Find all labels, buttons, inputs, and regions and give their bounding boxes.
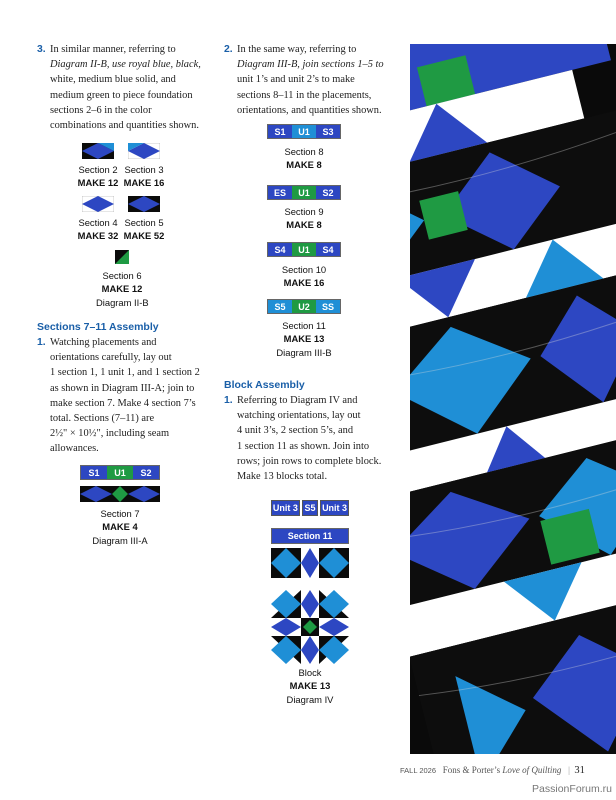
text-line: rows; join rows to complete block.	[237, 455, 382, 467]
section-5-caption: Section 5 MAKE 52	[123, 217, 165, 242]
text-line: allowances.	[50, 443, 99, 455]
text-line: 2½" × 10½", including seam	[50, 428, 170, 440]
section-7-label-bar	[80, 465, 160, 480]
label: U1	[292, 125, 316, 138]
unit-3-label: Unit 3	[320, 500, 349, 516]
text-line: In similar manner, referring to	[50, 44, 176, 55]
section-4-caption: Section 4 MAKE 32	[77, 217, 119, 242]
text-line: as shown in Diagram III-A; join to	[50, 382, 195, 394]
text-line: unit 1’s and unit 2’s to make	[237, 74, 355, 86]
block-row3-swatch	[271, 548, 349, 578]
section-6-caption: Section 6 MAKE 12 Diagram II-B	[96, 270, 149, 308]
s2-label: S2	[133, 466, 159, 479]
section-7-swatch	[80, 486, 160, 502]
sections-7-11-heading: Sections 7–11 Assembly	[37, 321, 159, 333]
label: S2	[316, 186, 340, 199]
section-10-caption: Section 10 MAKE 16	[281, 264, 327, 289]
section-11-label-bar	[267, 299, 341, 314]
label: S1	[268, 125, 292, 138]
step-number: 2.	[224, 44, 233, 55]
unit-3-label: Unit 3	[271, 500, 300, 516]
issue-date: FALL 2026	[400, 766, 437, 775]
label: SS	[316, 300, 340, 313]
text-line: Referring to Diagram IV and	[237, 395, 358, 406]
step-number: 1.	[37, 337, 46, 348]
text-line: medium green to piece foundation	[50, 89, 193, 101]
block-row1-labels	[271, 500, 349, 516]
label: S3	[316, 125, 340, 138]
text-line: Make 13 blocks total.	[237, 471, 328, 483]
s1-label: S1	[81, 466, 107, 479]
section-3-swatch	[128, 143, 160, 159]
section-5-swatch	[128, 196, 160, 212]
text-line: Diagram II-B, use royal blue, black,	[50, 59, 201, 71]
publication-title: Love of Quilting	[502, 765, 562, 775]
label: S4	[268, 243, 292, 256]
watermark: PassionForum.ru	[532, 783, 612, 795]
text-line: sections 2–6 in the color	[50, 104, 152, 116]
text-line: In the same way, referring to	[237, 44, 357, 55]
section-4-swatch	[82, 196, 114, 212]
label: S5	[268, 300, 292, 313]
section-8-label-bar	[267, 124, 341, 139]
section-11-caption: Section 11 MAKE 13 Diagram III-B	[276, 320, 332, 358]
text-line: white, medium blue solid, and	[50, 74, 176, 86]
text-line: 1 section 11 as shown. Join into	[237, 440, 370, 452]
text-line: orientations carefully, lay out	[50, 352, 172, 364]
section-9-caption: Section 9 MAKE 8	[284, 206, 324, 231]
page-number: 31	[574, 765, 585, 776]
section-7-caption: Section 7 MAKE 4 Diagram III-A	[92, 508, 148, 546]
text-line: total. Sections (7–11) are	[50, 413, 155, 425]
block-caption: Block MAKE 13 Diagram IV	[286, 667, 334, 705]
step-number: 3.	[37, 44, 46, 55]
text-line: Watching placements and	[50, 337, 157, 348]
section-8-caption: Section 8 MAKE 8	[284, 146, 324, 171]
text-line: Diagram III-B, join sections 1–5 to	[237, 59, 384, 71]
step-number: 1.	[224, 395, 233, 406]
block-swatch	[271, 590, 349, 664]
section-2-caption: Section 2 MAKE 12	[77, 164, 119, 189]
s5-label: S5	[302, 500, 318, 516]
label: ES	[268, 186, 292, 199]
section-10-label-bar	[267, 242, 341, 257]
diagram-title: Diagram II-B	[96, 296, 149, 308]
section-2-swatch	[82, 143, 114, 159]
text-line: combinations and quantities shown.	[50, 120, 199, 132]
text-line: make section 7. Make 4 section 7’s	[50, 397, 196, 409]
block-row2-label	[271, 528, 349, 544]
block-assembly-heading: Block Assembly	[224, 379, 305, 391]
section-9-label-bar	[267, 185, 341, 200]
publication-name: Fons & Porter’s	[442, 765, 501, 775]
section-3-caption: Section 3 MAKE 16	[123, 164, 165, 189]
page-footer: FALL 2026 Fons & Porter’s Love of Quilting | 31	[400, 765, 585, 776]
text-line: 1 section 1, 1 unit 1, and 1 section 2	[50, 367, 200, 379]
text-line: sections 8–11 in the placements,	[237, 89, 372, 101]
label: U2	[292, 300, 316, 313]
u1-label: U1	[107, 466, 133, 479]
quilt-photo	[410, 44, 616, 754]
text-line: 4 unit 3’s, 2 section 5’s, and	[237, 425, 354, 437]
section-11-label: Section 11	[287, 531, 333, 541]
text-line: orientations, and quantities shown.	[237, 104, 382, 116]
label: U1	[292, 243, 316, 256]
section-6-swatch	[115, 250, 129, 264]
label: U1	[292, 186, 316, 199]
label: S4	[316, 243, 340, 256]
text-line: watching orientations, lay out	[237, 410, 361, 422]
